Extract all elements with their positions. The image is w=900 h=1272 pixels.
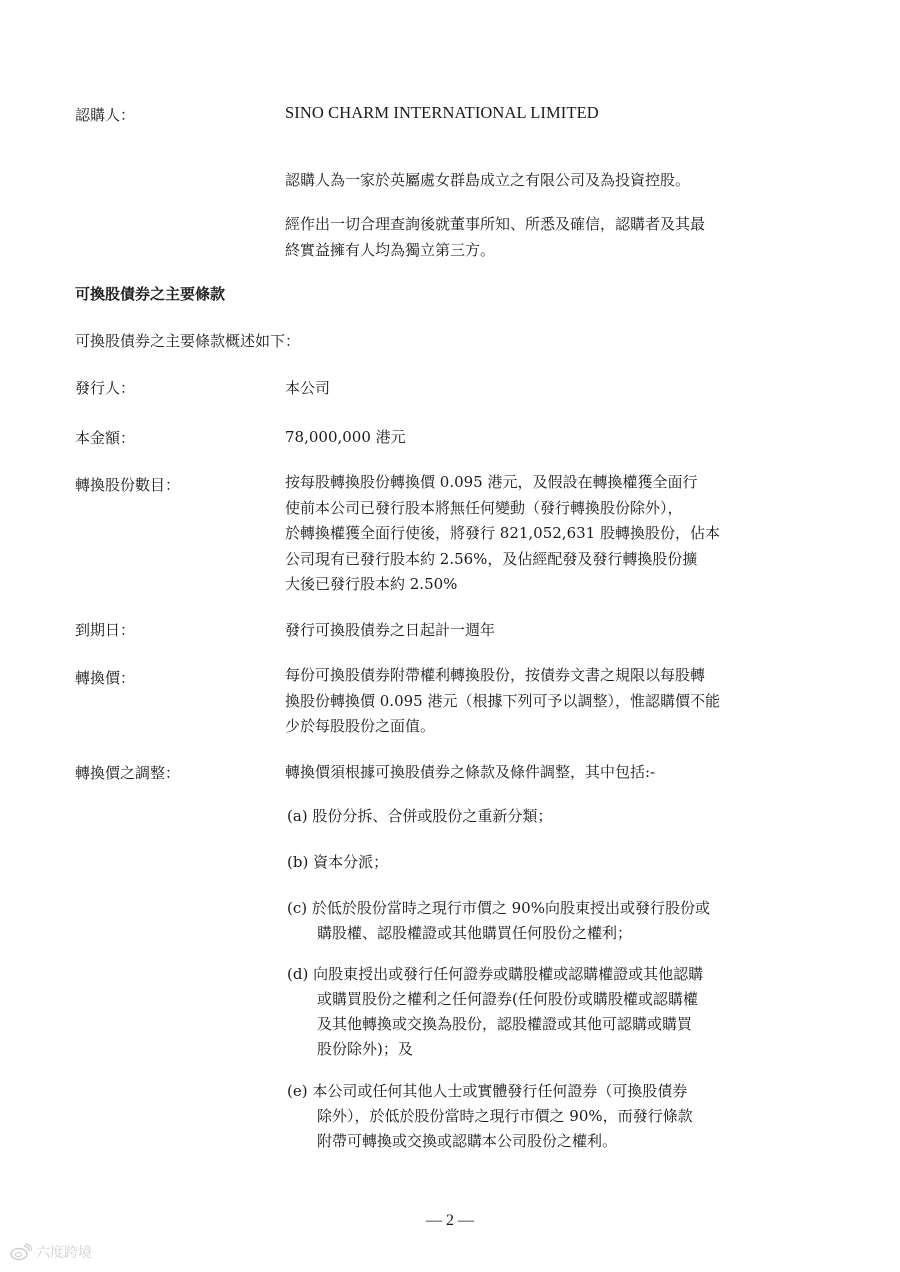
adjustment-item-c: [287, 896, 827, 946]
paragraph-line: 按每股轉換股份轉換價 0.095 港元，及假設在轉換權獲全面行: [285, 473, 698, 491]
subscriber-name: SINO CHARM INTERNATIONAL LIMITED: [285, 103, 599, 122]
subscriber-description: 認購人為一家於英屬處女群島成立之有限公司及為投資控股。: [285, 171, 691, 189]
adjustment-item-a: [287, 804, 827, 829]
paragraph-line: 換股份轉換價 0.095 港元（根據下列可予以調整），惟認購價不能: [285, 691, 720, 710]
issuer-label: 發行人：: [75, 379, 136, 397]
principal-label: 本金額：: [75, 429, 136, 447]
list-item-line: 及其他轉換或交換為股份，認股權證或其他可認購或購買: [317, 1015, 693, 1033]
list-item-line: 股份除外)；及: [317, 1040, 413, 1058]
list-item-line: (d) 向股東授出或發行任何證券或購股權或認購權證或其他認購: [287, 965, 704, 983]
list-item-line: 附帶可轉換或交換或認購本公司股份之權利。: [317, 1132, 618, 1150]
adjustment-item-d: [287, 962, 827, 1062]
watermark-text: 六度跨境: [36, 1245, 92, 1261]
weibo-logo-icon: [10, 1243, 32, 1261]
paragraph-line: 公司現有已發行股本約 2.56%，及佔經配發及發行轉換股份擴: [285, 549, 698, 568]
paragraph-line: 終實益擁有人均為獨立第三方。: [285, 240, 496, 259]
issuer-value: 本公司: [285, 379, 331, 397]
list-item-line: (b) 資本分派；: [287, 853, 389, 871]
list-item-line: 或購買股份之權利之任何證券(任何股份或購股權或認購權: [317, 990, 698, 1008]
adjustment-label: 轉換價之調整：: [75, 764, 181, 782]
list-item-line: (a) 股份分拆、合併或股份之重新分類；: [287, 807, 553, 825]
paragraph-line: 少於每股股份之面值。: [285, 717, 436, 735]
conversion-price-value: [285, 663, 830, 740]
maturity-label: 到期日：: [75, 621, 136, 639]
list-item-line: (e) 本公司或任何其他人士或實體發行任何證券（可換股債券: [287, 1082, 688, 1100]
watermark: [10, 1242, 92, 1262]
paragraph-line: 大後已發行股本約 2.50%: [285, 575, 458, 593]
maturity-value: 發行可換股債券之日起計一週年: [285, 621, 496, 639]
section-intro: 可換股債券之主要條款概述如下：: [75, 332, 301, 350]
principal-value: 78,000,000 港元: [285, 428, 406, 446]
subscriber-label: 認購人：: [75, 106, 136, 124]
adjustment-item-e: [287, 1079, 827, 1154]
list-item-line: (c) 於低於股份當時之現行市價之 90%向股東授出或發行股份或: [287, 899, 710, 917]
paragraph-line: 經作出一切合理查詢後就董事所知、所悉及確信，認購者及其最: [285, 215, 706, 233]
list-item-line: 購股權、認股權證或其他購買任何股份之權利；: [317, 924, 633, 942]
conversion-shares-value: [285, 470, 830, 598]
conversion-price-label: 轉換價：: [75, 669, 136, 687]
paragraph-line: 使前本公司已發行股本將無任何變動（發行轉換股份除外），: [285, 498, 683, 517]
adjustment-item-b: [287, 850, 827, 875]
subscriber-independence-paragraph: [285, 212, 830, 263]
page-number: — 2 —: [426, 1212, 474, 1229]
paragraph-line: 於轉換權獲全面行使後，將發行 821,052,631 股轉換股份，佔本: [285, 524, 720, 542]
adjustment-intro: 轉換價須根據可換股債券之條款及條件調整，其中包括:-: [285, 763, 656, 781]
list-item-line: 除外），於低於股份當時之現行市價之 90%，而發行條款: [317, 1107, 693, 1125]
section-heading: 可換股債券之主要條款: [75, 285, 226, 303]
conversion-shares-label: 轉換股份數目：: [75, 476, 181, 494]
paragraph-line: 每份可換股債券附帶權利轉換股份，按債券文書之規限以每股轉: [285, 666, 706, 684]
